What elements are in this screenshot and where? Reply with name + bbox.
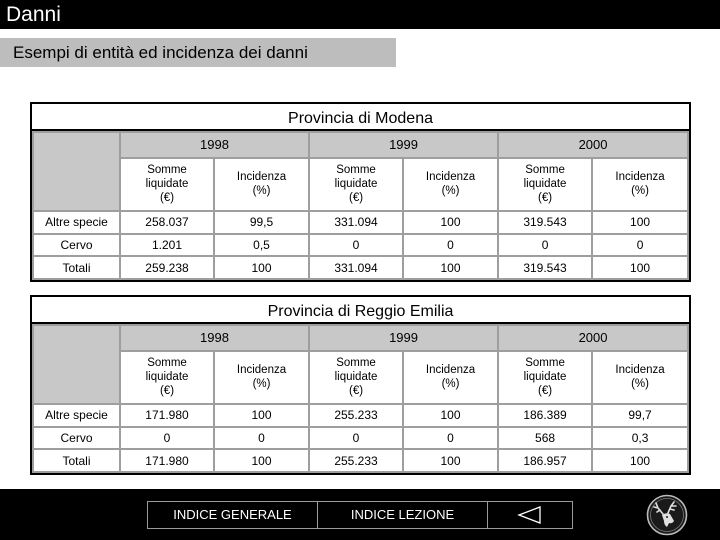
back-button[interactable] — [488, 502, 572, 528]
page-header — [0, 0, 720, 29]
cell-value: 0 — [593, 235, 687, 256]
row-label: Cervo — [34, 428, 119, 449]
cell-value: 258.037 — [121, 212, 213, 233]
deer-emblem-icon[interactable] — [646, 494, 688, 536]
indice-generale-button[interactable]: INDICE GENERALE — [148, 502, 318, 528]
table-title: Provincia di Modena — [32, 104, 689, 131]
cell-value: 1.201 — [121, 235, 213, 256]
cell-value: 100 — [593, 257, 687, 278]
back-triangle-icon — [517, 505, 543, 525]
cell-value: 186.957 — [499, 450, 591, 471]
table-modena — [30, 102, 691, 282]
col-header-incidenza: Incidenza (%) — [404, 159, 497, 211]
cell-value: 100 — [215, 450, 308, 471]
table-reggio-emilia — [30, 295, 691, 475]
data-grid — [32, 324, 689, 473]
cell-value: 0,3 — [593, 428, 687, 449]
col-header-incidenza: Incidenza (%) — [215, 159, 308, 211]
col-header-incidenza: Incidenza (%) — [593, 352, 687, 404]
nav-button-group — [147, 501, 573, 529]
cell-value: 100 — [404, 405, 497, 426]
col-header-somme: Somme liquidate (€) — [499, 159, 591, 211]
cell-value: 100 — [593, 212, 687, 233]
table-row — [34, 428, 687, 449]
cell-value: 259.238 — [121, 257, 213, 278]
cell-value: 171.980 — [121, 405, 213, 426]
row-label: Totali — [34, 257, 119, 278]
cell-value: 255.233 — [310, 450, 402, 471]
corner-cell — [34, 326, 119, 403]
cell-value: 100 — [593, 450, 687, 471]
cell-value: 255.233 — [310, 405, 402, 426]
table-row — [34, 235, 687, 256]
row-label: Totali — [34, 450, 119, 471]
year-header: 2000 — [499, 133, 687, 157]
cell-value: 100 — [215, 405, 308, 426]
cell-value: 319.543 — [499, 212, 591, 233]
cell-value: 331.094 — [310, 257, 402, 278]
data-grid — [32, 131, 689, 280]
cell-value: 0 — [215, 428, 308, 449]
col-header-somme: Somme liquidate (€) — [121, 159, 213, 211]
cell-value: 568 — [499, 428, 591, 449]
cell-value: 0,5 — [215, 235, 308, 256]
cell-value: 0 — [121, 428, 213, 449]
cell-value: 100 — [404, 257, 497, 278]
row-label: Cervo — [34, 235, 119, 256]
year-header: 1999 — [310, 133, 497, 157]
table-row — [34, 405, 687, 426]
col-header-somme: Somme liquidate (€) — [121, 352, 213, 404]
cell-value: 171.980 — [121, 450, 213, 471]
cell-value: 331.094 — [310, 212, 402, 233]
col-header-incidenza: Incidenza (%) — [593, 159, 687, 211]
table-row — [34, 450, 687, 471]
page-title: Danni — [6, 3, 61, 26]
cell-value: 0 — [310, 428, 402, 449]
cell-value: 100 — [215, 257, 308, 278]
year-header: 2000 — [499, 326, 687, 350]
cell-value: 99,7 — [593, 405, 687, 426]
year-header: 1998 — [121, 133, 308, 157]
indice-lezione-button[interactable]: INDICE LEZIONE — [318, 502, 488, 528]
col-header-somme: Somme liquidate (€) — [310, 159, 402, 211]
cell-value: 0 — [404, 235, 497, 256]
table-row — [34, 257, 687, 278]
cell-value: 0 — [499, 235, 591, 256]
col-header-incidenza: Incidenza (%) — [404, 352, 497, 404]
year-header: 1999 — [310, 326, 497, 350]
row-label: Altre specie — [34, 212, 119, 233]
row-label: Altre specie — [34, 405, 119, 426]
col-header-incidenza: Incidenza (%) — [215, 352, 308, 404]
table-row — [34, 212, 687, 233]
table-title: Provincia di Reggio Emilia — [32, 297, 689, 324]
cell-value: 0 — [404, 428, 497, 449]
year-header: 1998 — [121, 326, 308, 350]
section-subtitle: Esempi di entità ed incidenza dei danni — [0, 38, 396, 67]
cell-value: 319.543 — [499, 257, 591, 278]
col-header-somme: Somme liquidate (€) — [499, 352, 591, 404]
cell-value: 186.389 — [499, 405, 591, 426]
cell-value: 0 — [310, 235, 402, 256]
cell-value: 100 — [404, 212, 497, 233]
cell-value: 100 — [404, 450, 497, 471]
cell-value: 99,5 — [215, 212, 308, 233]
corner-cell — [34, 133, 119, 210]
footer-nav-bar — [0, 489, 720, 540]
col-header-somme: Somme liquidate (€) — [310, 352, 402, 404]
